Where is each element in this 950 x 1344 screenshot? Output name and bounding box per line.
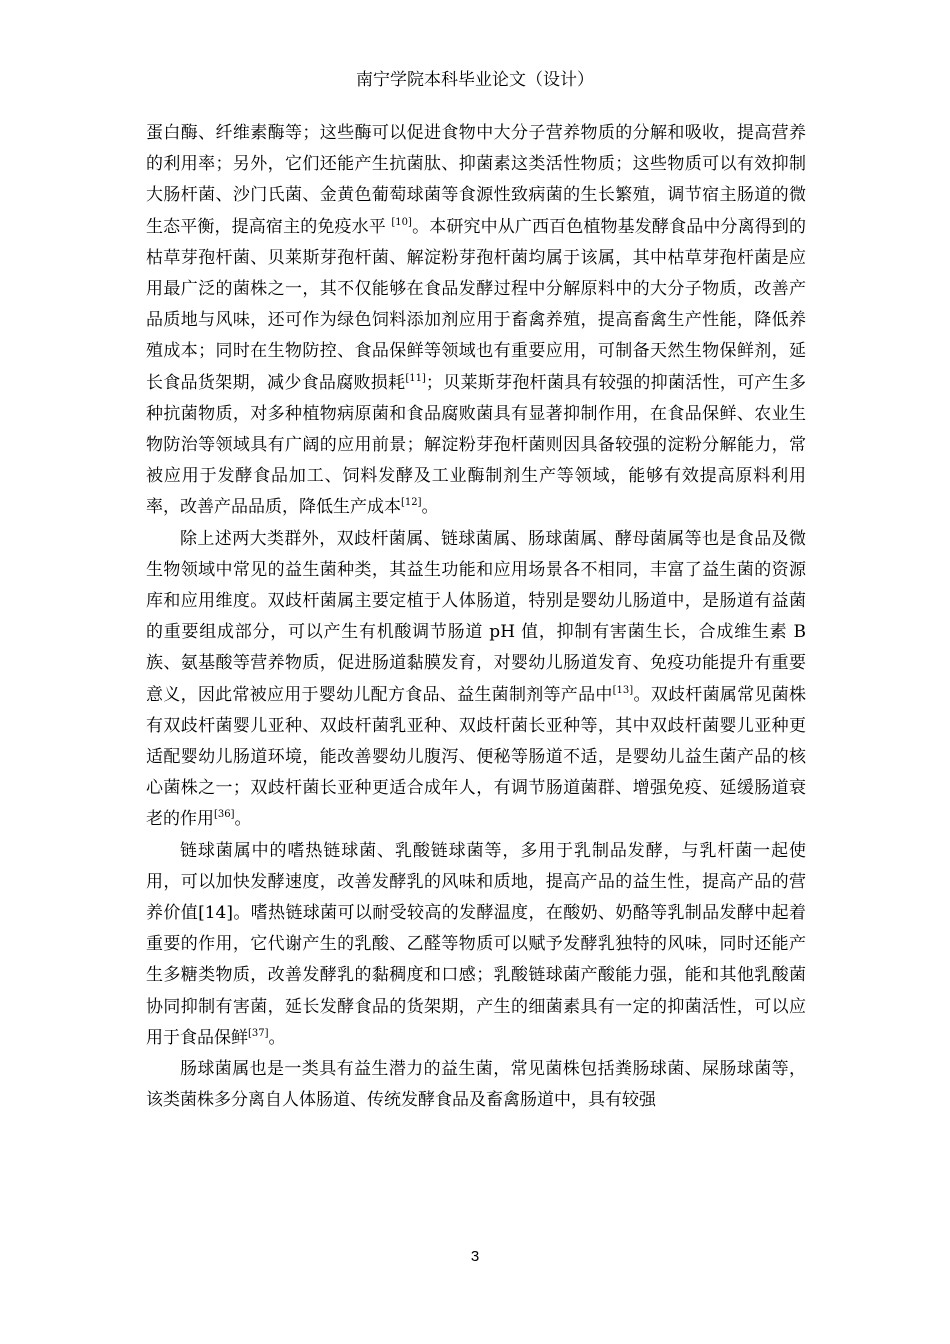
body-text xyxy=(146,118,806,1117)
text-run: 。 xyxy=(268,1027,286,1048)
text-run: 蛋白酶、纤维素酶等；这些酶可以促进食物中大分子营养物质的分解和吸收，提高营养的利用率；另外，它们还能产生抗菌肽、抑菌素这类活性物质；这些物质可以有效抑制大肠杆菌、沙门氏菌、金黄色葡萄球菌等食源性致病菌的生长繁殖，调节宿主肠道的微生态平衡，提高宿主的免疫水平 xyxy=(146,123,806,237)
text-run: 。双歧杆菌属常见菌株有双歧杆菌婴儿亚种、双歧杆菌乳亚种、双歧杆菌长亚种等，其中双歧杆菌婴儿亚种更适配婴幼儿肠道环境，能改善婴幼儿腹泻、便秘等肠道不适，是婴幼儿益生菌产品的核心菌株之一；双歧杆菌长亚种更适合成年人，有调节肠道菌群、增强免疫、延缓肠道衰老的作用 xyxy=(146,684,807,830)
text-run: ；贝莱斯芽孢杆菌具有较强的抑菌活性，可产生多种抗菌物质，对多种植物病原菌和食品腐败菌具有显著抑制作用，在食品保鲜、农业生物防治等领域具有广阔的应用前景；解淀粉芽孢杆菌则因具备较强的淀粉分解能力，常被应用于发酵食品加工、饲料发酵及工业酶制剂生产等领域，能够有效提高原料利用率，改善产品品质，降低生产成本 xyxy=(146,372,807,518)
paragraph xyxy=(146,1054,806,1116)
citation-mark: [37] xyxy=(248,1027,269,1039)
text-run: 肠球菌属也是一类具有益生潜力的益生菌，常见菌株包括粪肠球菌、屎肠球菌等，该类菌株多分离自人体肠道、传统发酵食品及畜禽肠道中，具有较强 xyxy=(146,1059,806,1111)
page-header: 南宁学院本科毕业论文（设计） xyxy=(356,70,594,90)
paragraph xyxy=(146,836,806,1054)
paragraph xyxy=(146,524,806,836)
citation-mark: [36] xyxy=(214,809,235,821)
text-run: 链球菌属中的嗜热链球菌、乳酸链球菌等，多用于乳制品发酵，与乳杆菌一起使用，可以加快发酵速度，改善发酵乳的风味和质地，提高产品的益生性，提高产品的营养价值[14]。嗜热链球菌可以耐受较高的发酵温度，在酸奶、奶酪等乳制品发酵中起着重要的作用，它代谢产生的乳酸、乙醛等物质可以赋予发酵乳独特的风味，同时还能产生多糖类物质，改善发酵乳的黏稠度和口感；乳酸链球菌产酸能力强，能和其他乳酸菌协同抑制有害菌，延长发酵食品的货架期，产生的细菌素具有一定的抑菌活性，可以应用于食品保鲜 xyxy=(146,840,806,1048)
text-run: 。本研究中从广西百色植物基发酵食品中分离得到的枯草芽孢杆菌、贝莱斯芽孢杆菌、解淀粉芽孢杆菌均属于该属，其中枯草芽孢杆菌是应用最广泛的菌株之一，其不仅能够在食品发酵过程中分解原料中的大分子物质，改善产品质地与风味，还可作为绿色饲料添加剂应用于畜禽养殖，提高畜禽生产性能，降低养殖成本；同时在生物防控、食品保鲜等领域也有重要应用，可制备天然生物保鲜剂，延长食品货架期，减少食品腐败损耗 xyxy=(146,216,807,393)
page-number: 3 xyxy=(470,1248,480,1265)
citation-mark: [13] xyxy=(612,684,634,696)
citation-mark: [12] xyxy=(401,497,422,509)
citation-mark: [10] xyxy=(391,216,412,228)
citation-mark: [11] xyxy=(405,372,426,384)
text-run: 。 xyxy=(234,809,252,830)
text-run: 。 xyxy=(421,497,439,518)
paragraph xyxy=(146,118,806,524)
text-run: 除上述两大类群外，双歧杆菌属、链球菌属、肠球菌属、酵母菌属等也是食品及微生物领域中常见的益生菌种类，其益生功能和应用场景各不相同，丰富了益生菌的资源库和应用维度。双歧杆菌属主要定植于人体肠道，特别是婴幼儿肠道中，是肠道有益菌的重要组成部分，可以产生有机酸调节肠道 pH 值，抑制有害菌生长，合成维生素 B 族、氨基酸等营养物质，促进肠道黏膜发育，对婴幼儿肠道发育、免疫功能提升有重要意义，因此常被应用于婴幼儿配方食品、益生菌制剂等产品中 xyxy=(146,528,806,705)
